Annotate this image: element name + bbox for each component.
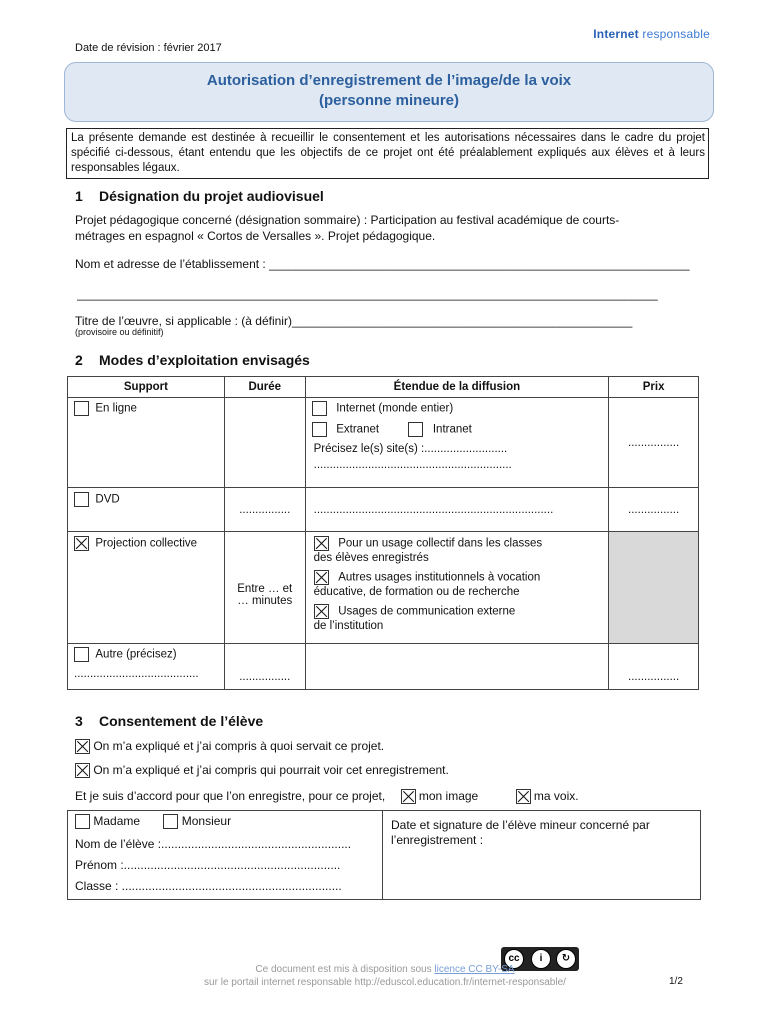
table-row <box>68 644 699 690</box>
address-field-line2[interactable]: _______________________________________________________________________________________ <box>77 287 658 301</box>
understood-audience-checkbox[interactable] <box>75 763 90 778</box>
section-2-heading <box>75 352 310 368</box>
page-subtitle: (personne mineure) <box>318 92 460 109</box>
monsieur-label: Monsieur <box>181 814 232 828</box>
option-text: Usages de communication externe <box>338 605 516 618</box>
header-price: Prix <box>609 377 699 398</box>
license-link[interactable]: licence CC BY-SA <box>434 964 515 975</box>
my-voice-label: ma voix. <box>533 789 579 803</box>
title-box <box>64 62 714 122</box>
sa-icon: ↻ <box>556 949 576 969</box>
other-duration[interactable]: ................ <box>239 671 291 683</box>
work-title-note: (provisoire ou définitif) <box>75 327 164 337</box>
student-firstname-field[interactable]: Prénom :................................................................. <box>75 858 341 872</box>
brand-light: responsable <box>638 27 710 41</box>
project-line: Projet pédagogique concerné (désignation sommaire) : Participation au festival académique de courts- <box>75 213 620 227</box>
other-field[interactable]: ....................................... <box>74 668 199 680</box>
institutional-use-checkbox[interactable] <box>314 570 329 585</box>
header-extent: Étendue de la diffusion <box>305 377 609 398</box>
student-name-field[interactable]: Nom de l’élève :......................................................... <box>75 837 352 851</box>
extranet-label: Extranet <box>336 423 380 436</box>
header-duration: Durée <box>224 377 305 398</box>
online-checkbox[interactable] <box>74 401 89 416</box>
section-1-heading <box>75 188 324 204</box>
projection-checkbox[interactable] <box>74 536 89 551</box>
project-line: métrages en espagnol « Cortos de Versalles ». Projet pédagogique. <box>75 229 436 243</box>
page-title: Autorisation d’enregistrement de l’image/de la voix <box>206 72 572 89</box>
footer-text: Ce document est mis à disposition sous <box>255 964 435 975</box>
option-text: éducative, de formation ou de recherche <box>313 586 520 598</box>
brand-logo <box>593 27 710 41</box>
section-title: Consentement de l’élève <box>99 713 264 729</box>
footer <box>0 963 770 989</box>
agreement-line <box>75 788 579 804</box>
by-icon: i <box>531 949 551 969</box>
other-label: Autre (précisez) <box>95 648 177 661</box>
internet-checkbox[interactable] <box>312 401 327 416</box>
dvd-duration[interactable]: ................ <box>239 503 291 516</box>
modes-table <box>67 376 699 690</box>
duration-line: Entre … et <box>237 582 293 595</box>
internet-label: Internet (monde entier) <box>336 402 454 415</box>
intro-paragraph: La présente demande est destinée à recueillir le consentement et les autorisations nécessaires dans le cadre du projet spécifié ci-dessous, étant entendu que les objectifs de ce projet ont été préalablement expliqués aux élèves et à leurs responsables légaux. <box>66 128 709 179</box>
madame-checkbox[interactable] <box>75 814 90 829</box>
my-image-label: mon image <box>418 789 479 803</box>
option-text: de l’institution <box>313 620 384 632</box>
student-identity-box <box>67 810 701 900</box>
table-row <box>68 398 699 488</box>
dvd-price[interactable]: ................ <box>628 503 680 516</box>
online-label: En ligne <box>95 402 137 415</box>
table-row <box>68 488 699 532</box>
sites-field-line2[interactable]: .............................................................. <box>313 459 512 471</box>
option-text: Pour un usage collectif dans les classes <box>338 537 543 550</box>
page-number: 1/2 <box>669 976 683 987</box>
online-price[interactable]: ................ <box>628 436 680 449</box>
other-checkbox[interactable] <box>74 647 89 662</box>
student-details <box>68 811 383 899</box>
dvd-extent[interactable]: ........................................................................... <box>313 503 554 516</box>
section-number: 1 <box>75 188 83 204</box>
dvd-checkbox[interactable] <box>74 492 89 507</box>
agreement-text: Et je suis d’accord pour que l’on enregistre, pour ce projet, <box>75 789 386 803</box>
table-header-row <box>68 377 699 398</box>
consent-line-2 <box>75 762 449 778</box>
work-title-field[interactable]: Titre de l’œuvre, si applicable : (à définir)___________________________________________________ <box>75 314 633 328</box>
madame-label: Madame <box>93 814 141 828</box>
revision-date: Date de révision : février 2017 <box>75 42 222 54</box>
cc-icon: cc <box>504 949 524 969</box>
duration-line: … minutes <box>237 594 293 607</box>
signature-field[interactable]: Date et signature de l’élève mineur concerné par l’enregistrement : <box>391 818 650 847</box>
table-row <box>68 532 699 644</box>
section-number: 3 <box>75 713 83 729</box>
student-class-field[interactable]: Classe : .................................................................. <box>75 879 342 893</box>
my-image-checkbox[interactable] <box>401 789 416 804</box>
projection-duration[interactable] <box>225 583 305 607</box>
price-disabled-cell <box>609 532 699 644</box>
section-title: Désignation du projet audiovisuel <box>99 188 324 204</box>
collective-use-checkbox[interactable] <box>314 536 329 551</box>
option-text: Autres usages institutionnels à vocation <box>338 571 541 584</box>
footer-line-1 <box>0 963 770 976</box>
footer-line-2: sur le portail internet responsable http://eduscol.education.fr/internet-responsable/ <box>204 977 566 988</box>
understood-purpose-checkbox[interactable] <box>75 739 90 754</box>
consent-text: On m’a expliqué et j’ai compris à quoi servait ce projet. <box>93 739 385 753</box>
section-number: 2 <box>75 352 83 368</box>
section-3-heading <box>75 713 263 729</box>
other-price[interactable]: ................ <box>628 671 680 683</box>
consent-text: On m’a expliqué et j’ai compris qui pourrait voir cet enregistrement. <box>93 763 449 777</box>
external-communication-checkbox[interactable] <box>314 604 329 619</box>
monsieur-checkbox[interactable] <box>163 814 178 829</box>
dvd-label: DVD <box>95 493 120 506</box>
address-field[interactable]: Nom et adresse de l’établissement : _______________________________________________________________ <box>75 257 690 271</box>
consent-line-1 <box>75 738 384 754</box>
extranet-checkbox[interactable] <box>312 422 327 437</box>
option-text: des élèves enregistrés <box>313 552 429 564</box>
projection-label: Projection collective <box>95 537 198 550</box>
header-support: Support <box>68 377 225 398</box>
project-description <box>75 212 705 244</box>
intranet-label: Intranet <box>432 423 472 436</box>
intranet-checkbox[interactable] <box>408 422 423 437</box>
brand-bold: Internet <box>593 27 639 41</box>
my-voice-checkbox[interactable] <box>516 789 531 804</box>
section-title: Modes d’exploitation envisagés <box>99 352 310 368</box>
sites-field[interactable]: Précisez le(s) site(s) :.......................... <box>313 443 508 455</box>
